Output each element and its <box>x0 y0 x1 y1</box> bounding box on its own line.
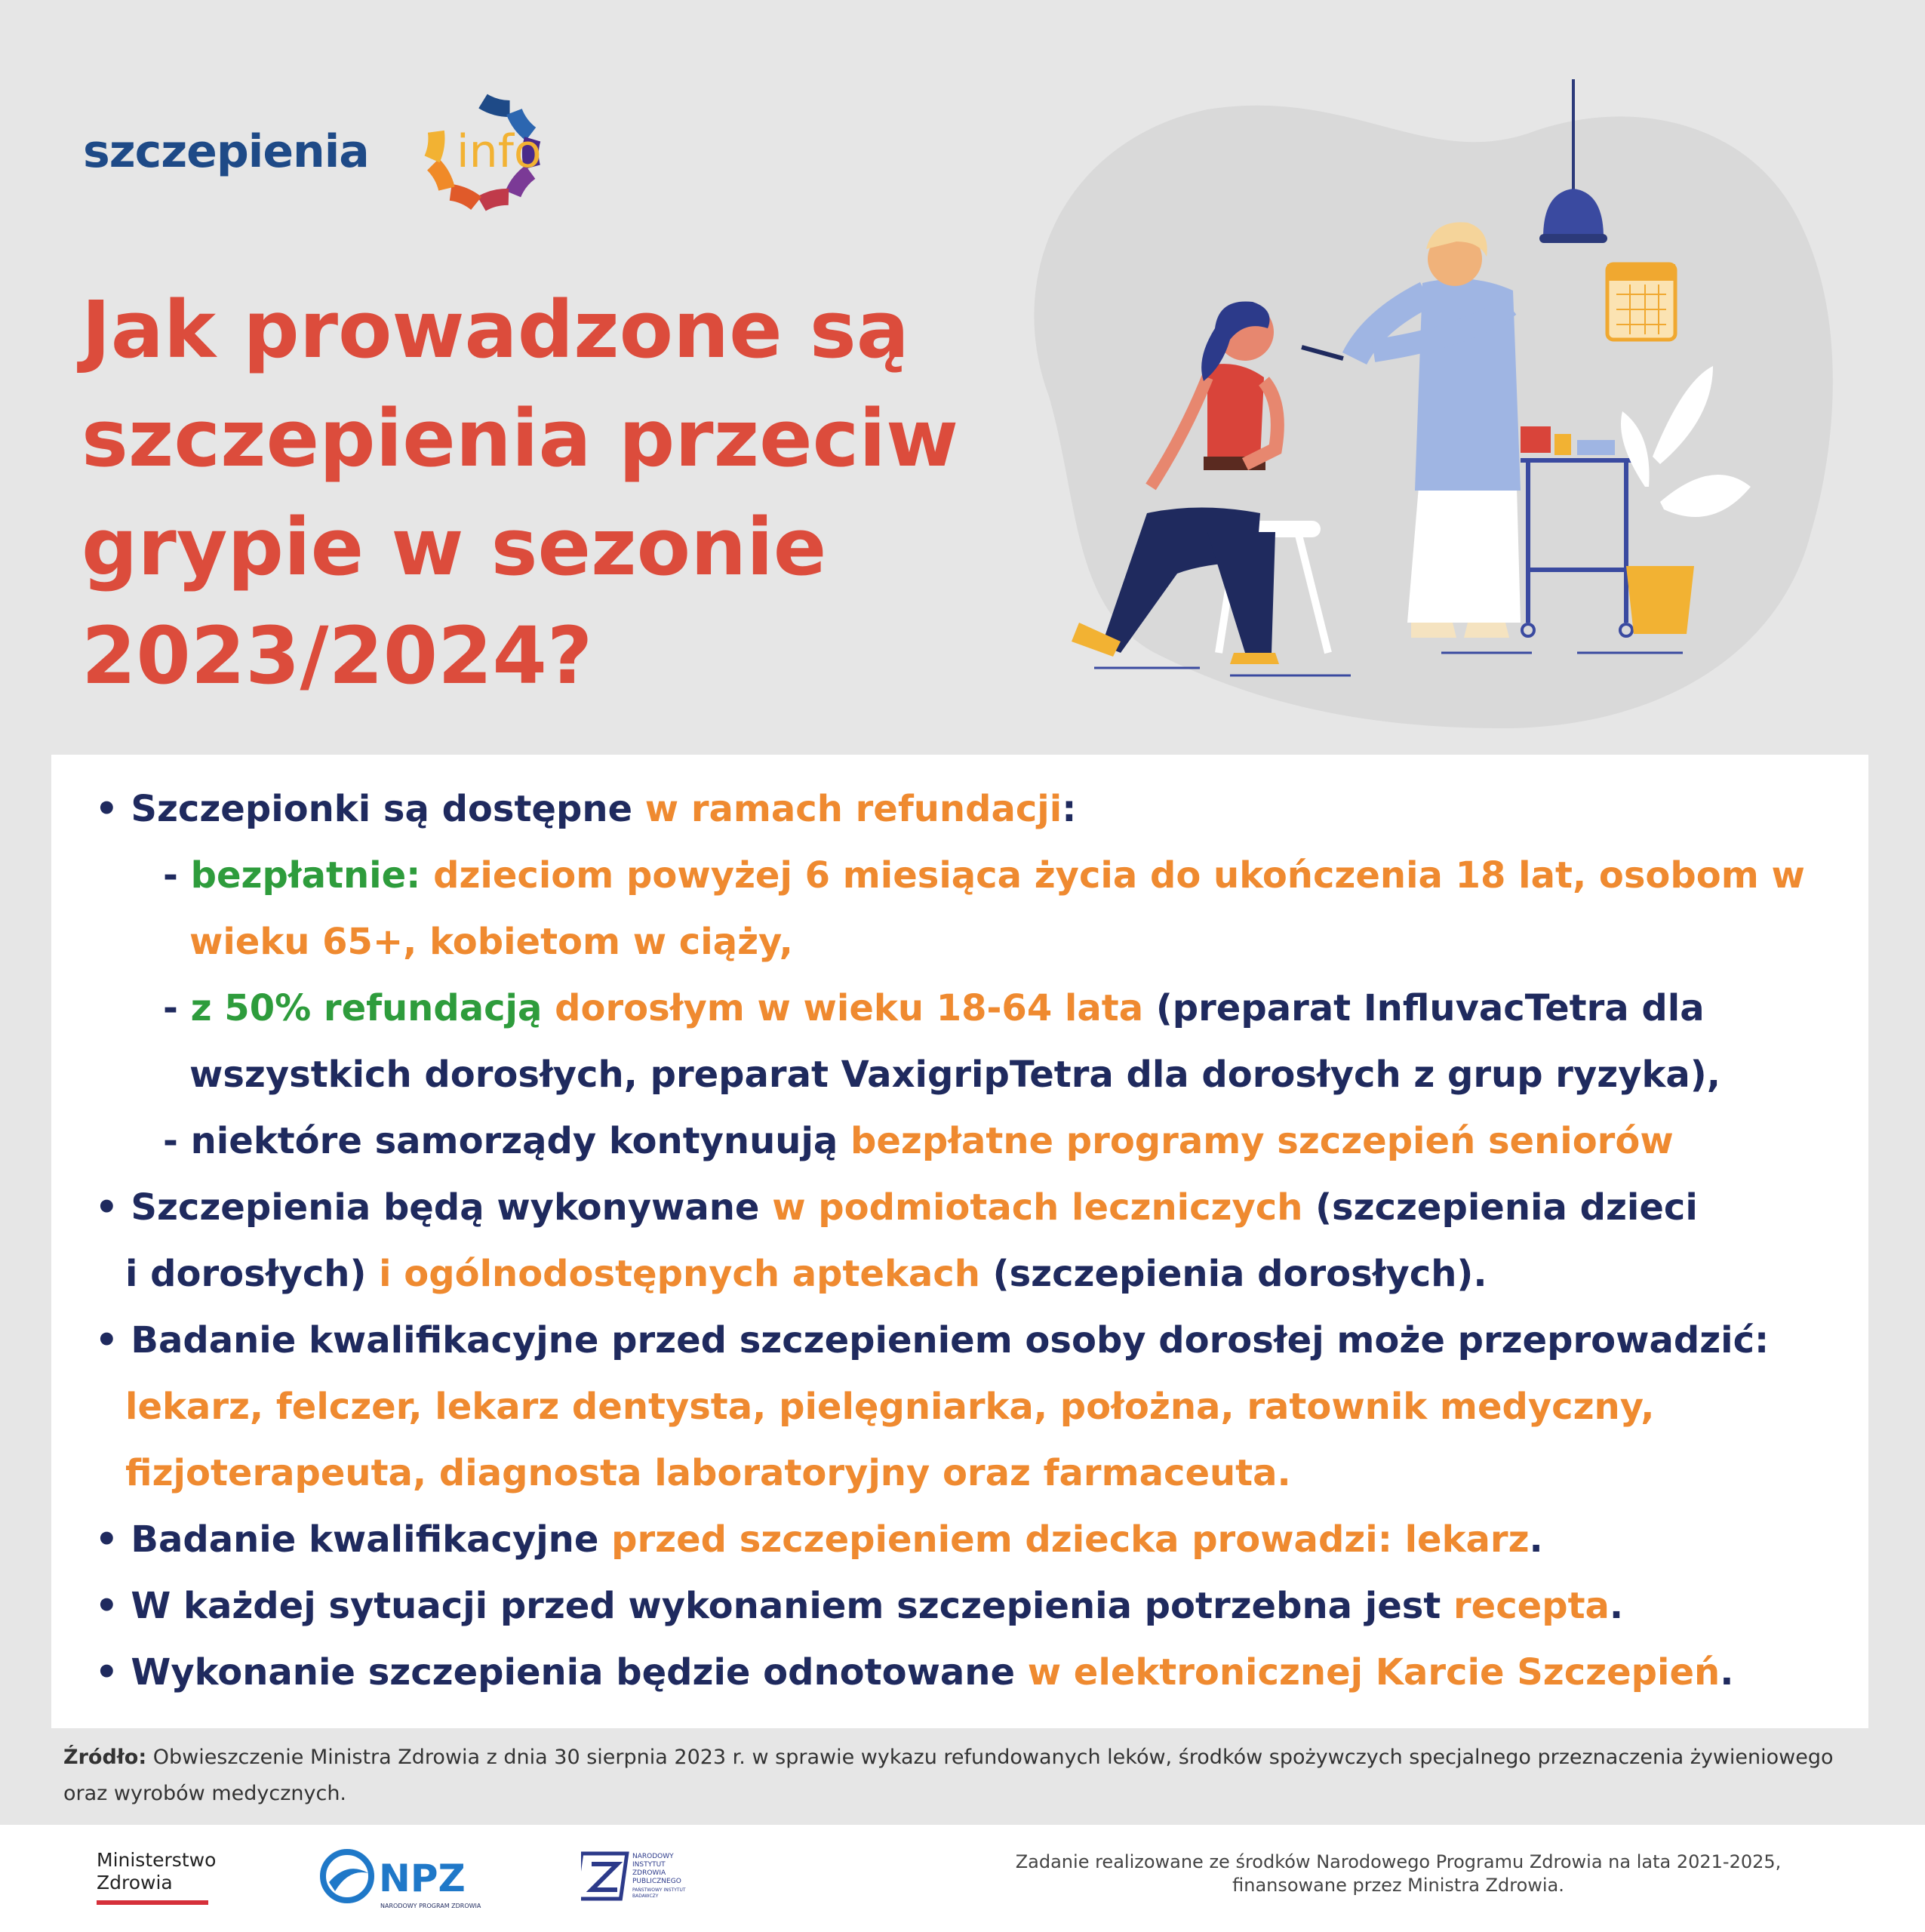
ministry-logo-line: Zdrowia <box>97 1872 173 1894</box>
list-item: wszystkich dorosłych, preparat VaxigripTetra dla dorosłych z grup ryzyka), <box>189 1054 1721 1096</box>
content-list <box>95 776 1846 1706</box>
nizp-line: NARODOWY <box>632 1853 674 1860</box>
title-line: Jak prowadzone są <box>81 284 909 376</box>
nizp-line: INSTYTUT <box>632 1861 666 1869</box>
calendar-icon <box>1607 264 1675 340</box>
title-line: 2023/2024? <box>81 610 593 702</box>
logo-suffix-text: info <box>457 125 542 178</box>
vaccination-illustration <box>958 79 1864 736</box>
logo-ring-segment <box>432 131 437 159</box>
nizp-line: ZDROWIA <box>632 1869 666 1877</box>
list-item: - bezpłatnie: dzieciom powyżej 6 miesiąca życia do ukończenia 18 lat, osobom w <box>163 854 1805 897</box>
nizp-line: PUBLICZNEGO <box>632 1878 681 1885</box>
npz-subtitle: NARODOWY PROGRAM ZDROWIA <box>380 1903 481 1909</box>
title-line: grypie w sezonie <box>81 501 827 593</box>
logo-ring-segment <box>433 165 447 189</box>
list-item: - z 50% refundacją dorosłym w wieku 18-64 lata (preparat InfluvacTetra dla <box>163 987 1705 1029</box>
ministry-logo <box>97 1849 216 1894</box>
list-item: i dorosłych) i ogólnodostępnych aptekach (szczepienia dorosłych). <box>125 1253 1487 1295</box>
logo-brand-text: szczepienia <box>83 125 369 178</box>
list-item: fizjoterapeuta, diagnosta laboratoryjny oraz farmaceuta. <box>125 1452 1291 1494</box>
page-title <box>81 275 987 710</box>
nizp-line: BADAWCZY <box>632 1894 659 1899</box>
list-item: wieku 65+, kobietom w ciąży, <box>189 921 793 963</box>
logo-ring-segment <box>483 101 510 109</box>
footer <box>0 1825 1925 1932</box>
list-item: • Badanie kwalifikacyjne przed szczepieniem osoby dorosłej może przeprowadzić: <box>95 1319 1770 1361</box>
logo-ring-segment <box>481 197 509 204</box>
list-item: • Szczepienia będą wykonywane w podmiotach leczniczych (szczepienia dzieci <box>95 1186 1698 1229</box>
nizp-line: PAŃSTWOWY INSTYTUT <box>632 1887 686 1893</box>
funding-note-line: finansowane przez Ministra Zdrowia. <box>1232 1875 1564 1896</box>
npz-label: NPZ <box>379 1857 466 1900</box>
list-item: lekarz, felczer, lekarz dentysta, pielęgniarka, położna, ratownik medyczny, <box>125 1386 1655 1428</box>
funding-note-line: Zadanie realizowane ze środków Narodowego Programu Zdrowia na lata 2021-2025, <box>1015 1851 1782 1872</box>
list-item: - niektóre samorządy kontynuują bezpłatne programy szczepień seniorów <box>163 1120 1674 1162</box>
logo-ring-segment <box>450 192 476 204</box>
source-text: Obwieszczenie Ministra Zdrowia z dnia 30 sierpnia 2023 r. w sprawie wykazu refundowanych leków, środków spożywczych specjalnego przeznaczenia żywieniowego oraz wyrobów medycznych. <box>63 1746 1834 1805</box>
list-item: • Wykonanie szczepienia będzie odnotowane w elektronicznej Karcie Szczepień. <box>95 1651 1734 1694</box>
source-label: Źródło: <box>63 1746 147 1769</box>
list-item: • W każdej sytuacji przed wykonaniem szczepienia potrzebna jest recepta. <box>95 1585 1624 1627</box>
source-note <box>63 1740 1867 1812</box>
funding-note <box>983 1850 1813 1897</box>
content-panel <box>51 755 1868 1728</box>
title-line: szczepienia przeciw <box>81 392 959 485</box>
ministry-logo-line: Ministerstwo <box>97 1849 217 1871</box>
list-item: • Badanie kwalifikacyjne przed szczepieniem dziecka prowadzi: lekarz. <box>95 1518 1543 1561</box>
ministry-logo-underline <box>97 1900 208 1905</box>
npz-logo <box>318 1846 500 1914</box>
nizp-logo <box>581 1847 709 1908</box>
szczepienia-info-logo <box>83 83 566 219</box>
list-item: • Szczepionki są dostępne w ramach refundacji: <box>95 788 1077 830</box>
